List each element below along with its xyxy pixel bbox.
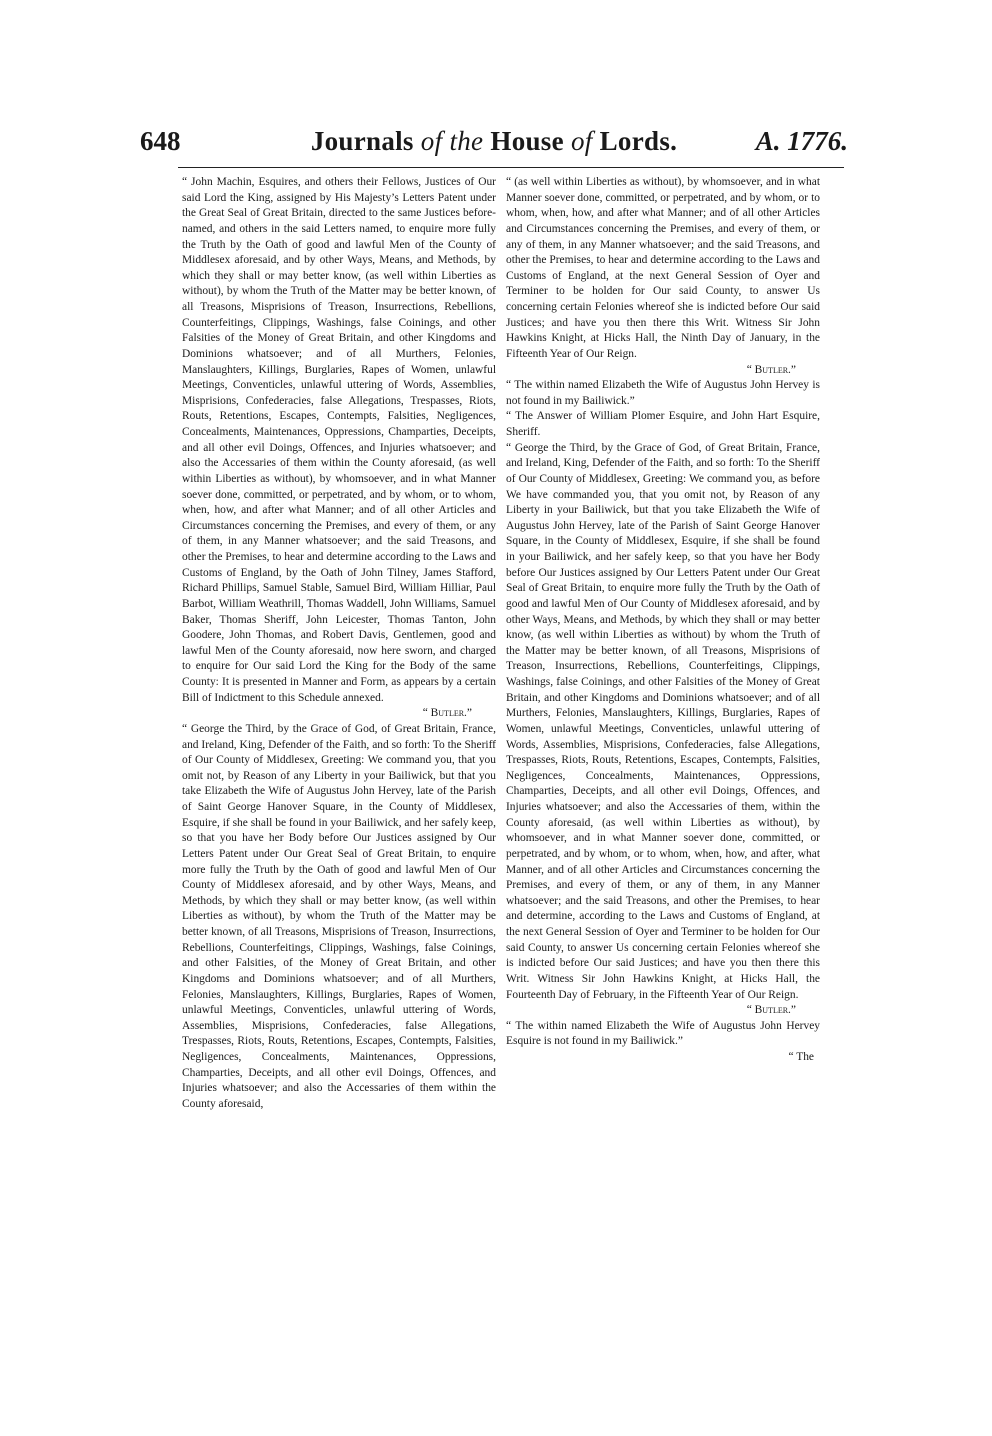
sheriff-answer: “ The Answer of William Plomer Esquire, and John Hart Esquire, Sheriff. bbox=[506, 410, 820, 438]
signature-butler: “ Butler.” bbox=[746, 1004, 796, 1017]
sheriff-return-2: “ The within named Elizabeth the Wife of Augustus John Hervey Esquire is not found in my Bailiwick.” bbox=[506, 1019, 820, 1048]
right-paragraph-1: “ (as well within Liberties as without), by whomsoever, and in what Manner soever done, committed, or perpetrated, and by whom, or to whom, when, how, and after what Manner; and of all other Articles and Circumstances concerning the Premises, and every of them, or any of them, in any Manner whatsoever; and the said Treasons, and other the Premises, to hear and determine according to the Laws and Customs of England, at the next General Session of Oyer and Terminer to be holden for Our said County, to answer Us concerning certain Felonies whereof she is indicted before Our said Justices; and have you then there this Writ. Witness Sir John Hawkins Knight, at Hicks Hall, the Ninth Day of January, in the Fifteenth Year of Our Reign. bbox=[506, 176, 820, 360]
signature-butler: “ Butler.” bbox=[746, 363, 796, 376]
running-title: Journals of the House of Lords. bbox=[310, 126, 678, 156]
year: A. 1776. bbox=[755, 126, 848, 156]
right-column bbox=[506, 175, 820, 1066]
signature-butler: “ Butler.” bbox=[422, 707, 472, 720]
left-paragraph-2: “ George the Third, by the Grace of God, of Great Britain, France, and Ireland, King, Defender of the Faith, and so forth: To the Sheriff of Our County of Middlesex, Greeting: We command you, that you omit not, by Reason of any Liberty in your Bailiwick, but that you take Elizabeth the Wife of Augustus John Hervey, late of the Parish of Saint George Hanover Square, in the County of Middlesex, Esquire, if she shall be found in your Bailiwick, and her safely keep, so that you have her Body before Our Justices assigned by Our Letters Patent under Our Great Seal of Great Britain, to enquire more fully the Truth by the Oath of good and lawful Men of Our County of Middlesex aforesaid, and by other Ways, Means, and Methods, by which they shall or may better know, (as well within Liberties as without), by whom the Truth of the Matter may be better known, of all Treasons, Misprisions of Treason, Insurrections, Rebellions, Counterfeitings, Clippings, Washings, false Coinings, and other Falsities, of the Money of Great Britain, and other Kingdoms and Dominions whatsoever; and of all Murthers, Felonies, Manslaughters, Killings, Burglaries, Rapes of Women, unlawful Meetings, Conventicles, unlawful uttering of Words, Assemblies, Misprisions, Confederacies, false Allegations, Trespasses, Riots, Routs, Retentions, Escapes, Contempts, Falsities, Negligences, Concealments, Maintenances, Oppressions, Champarties, Deceipts, and all other evil Doings, Offences, and Injuries whatsoever; and also the Accessaries of them within the County aforesaid, bbox=[182, 722, 496, 1110]
page-header bbox=[140, 126, 848, 166]
right-paragraph-2: “ George the Third, by the Grace of God, of Great Britain, France, and Ireland, King, Defender of the Faith, and so forth: To the Sheriff of Our County of Middlesex, Greeting: We command you, as before We have commanded you, that you omit not, by Reason of any Liberty in your Bailiwick, but that you take Elizabeth the Wife of Augustus John Hervey, late of the Parish of Saint George Hanover Square, in the County of Middlesex, Esquire, if she shall be found in your Bailiwick, and her safely keep, so that you have her Body before Our Justices assigned by Our Letters Patent under Our Great Seal of Great Britain, to enquire more fully the Truth by the Oath of good and lawful Men of Our County of Middlesex aforesaid, and by other Ways, Means, and Methods, by which they shall or may better know, (as well within Liberties as without) by whom the Truth of the Matter may be better known, of all Treasons, Misprisions of Treason, Insurrections, Rebellions, Counterfeitings, Clippings, Washings, false Coinings, and other Falsities of the Money of Great Britain, and other Kingdoms and Dominions whatsoever; and of all Murthers, Felonies, Manslaughters, Killings, Burglaries, Rapes of Women, unlawful Meetings, Conventicles, unlawful uttering of Words, Assemblies, Misprisions, Confederacies, false Allegations, Trespasses, Riots, Routs, Retentions, Escapes, Contempts, Falsities, Negligences, Concealments, Maintenances, Oppressions, Champarties, Deceipts, and all other evil Doings, Offences, and Injuries whatsoever; and also the Accessaries of them, within the County aforesaid, (as well within Liberties as without), by whomsoever, and in what Manner soever done, committed, or perpetrated, and by whom, or to whom, when, how, and after, what Manner, and of all other Articles and Circumstances concerning the Premises, and every of them, or any of them, in any Manner whatsoever; and the said Treasons, and other the Premises, to hear and determine, according to the Laws and Customs of England, at the next General Session of Oyer and Terminer to be holden for Our said County, to answer Us concerning certain Felonies whereof she is indicted before Our said Justices; and have you then there this Writ. Witness Sir John Hawkins Knight, at Hicks Hall, the Fourteenth Day of February, in the Fifteenth Year of Our Reign. bbox=[506, 441, 820, 1001]
header-rule bbox=[178, 167, 844, 168]
catchword: “ The bbox=[788, 1051, 814, 1063]
sheriff-return-1: “ The within named Elizabeth the Wife of Augustus John Hervey is not found in my Bailiwick.” bbox=[506, 379, 820, 407]
page-number: 648 bbox=[140, 126, 181, 156]
left-column bbox=[182, 175, 496, 1113]
left-paragraph-1: “ John Machin, Esquires, and others their Fellows, Justices of Our said Lord the King, assigned by His Majesty’s Letters Patent under the Great Seal of Great Britain, directed to the same Justices before-named, and others in the said Letters named, to enquire more fully the Truth by the Oath of good and lawful Men of the County of Middlesex aforesaid, and by other Ways, Means, and Methods, by which they shall or may better know, (as well within Liberties as without), by whom the Truth of the Matter may be better known, of all Treasons, Misprisions of Treason, Insurrections, Rebellions, Counterfeitings, Clippings, Washings, false Coinings, and other Falsities of the Money of Great Britain, and other Kingdoms and Dominions whatsoever; and of all Murthers, Felonies, Manslaughters, Killings, Burglaries, Rapes of Women, unlawful Meetings, Conventicles, unlawful uttering of Words, Assemblies, Misprisions, Confederacies, false Allegations, Trespasses, Riots, Routs, Retentions, Escapes, Contempts, Falsities, Negligences, Concealments, Maintenances, Oppressions, Champarties, Deceipts, and all other evil Doings, Offences, and Injuries whatsoever; and also the Accessaries of them within the County aforesaid, (as well within Liberties as without), by whomsoever, and in what Manner soever done, committed, or perpetrated, and by whom, or to whom, when, how, and after what Manner; and of all other Articles and Circumstances concerning the Premises, and every of them, or any of them, in any Manner whatsoever; and the said Treasons, and other the Premises, to hear and determine according to the Laws and Customs of England, by the Oath of John Tilney, James Stafford, Richard Phillips, Samuel Stable, Samuel Bird, William Hilliar, Paul Barbot, William Weathrill, Thomas Waddell, John Williams, Samuel Baker, Thomas Sheriff, John Leicester, Thomas Tanton, John Goodere, John Thomas, and Robert Davis, Gentlemen, good and lawful Men of the County aforesaid, now here sworn, and charged to enquire for Our said Lord the King for the Body of the same County: It is presented in Manner and Form, as appears by a certain Bill of Indictment to this Schedule annexed. bbox=[182, 176, 496, 704]
